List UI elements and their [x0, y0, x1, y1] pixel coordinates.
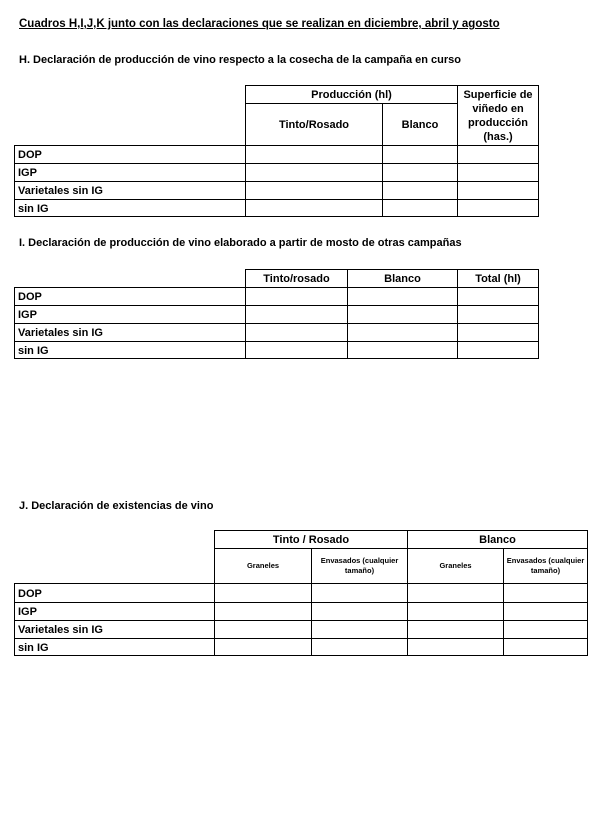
row-label-igp: IGP [18, 166, 37, 179]
header-graneles-tinto: Graneles [246, 561, 280, 570]
header-blanco: Blanco [401, 118, 439, 131]
header-envasados-blanco: Envasados (cualquier tamaño) [506, 556, 585, 575]
header-tinto-rosado: Tinto / Rosado [272, 533, 350, 546]
header-envasados-tinto: Envasados (cualquier tamaño) [320, 556, 399, 575]
row-label-sin-ig: sin IG [18, 202, 49, 215]
row-label-dop: DOP [18, 290, 42, 303]
row-label-varietales: Varietales sin IG [18, 184, 103, 197]
section-i-title: I. Declaración de producción de vino elaborado a partir de mosto de otras campañas [19, 237, 462, 249]
header-blanco: Blanco [479, 533, 516, 546]
header-tinto-rosado: Tinto/Rosado [278, 118, 350, 131]
row-label-varietales: Varietales sin IG [18, 326, 103, 339]
row-label-sin-ig: sin IG [18, 641, 49, 654]
header-blanco: Blanco [384, 272, 421, 285]
header-total: Total (hl) [475, 272, 521, 285]
header-tinto-rosado: Tinto/rosado [263, 272, 330, 285]
row-label-varietales: Varietales sin IG [18, 623, 103, 636]
row-label-igp: IGP [18, 308, 37, 321]
section-h-title: H. Declaración de producción de vino respecto a la cosecha de la campaña en curso [19, 54, 461, 66]
header-produccion: Producción (hl) [311, 88, 392, 101]
document-title: Cuadros H,I,J,K junto con las declaraciones que se realizan en diciembre, abril y agosto [19, 18, 500, 30]
row-label-igp: IGP [18, 605, 37, 618]
section-j-title: J. Declaración de existencias de vino [19, 500, 214, 512]
row-label-dop: DOP [18, 587, 42, 600]
header-graneles-blanco: Graneles [439, 561, 472, 570]
row-label-dop: DOP [18, 148, 42, 161]
row-label-sin-ig: sin IG [18, 344, 49, 357]
header-superficie: Superficie de viñedo en producción (has.) [463, 88, 533, 143]
